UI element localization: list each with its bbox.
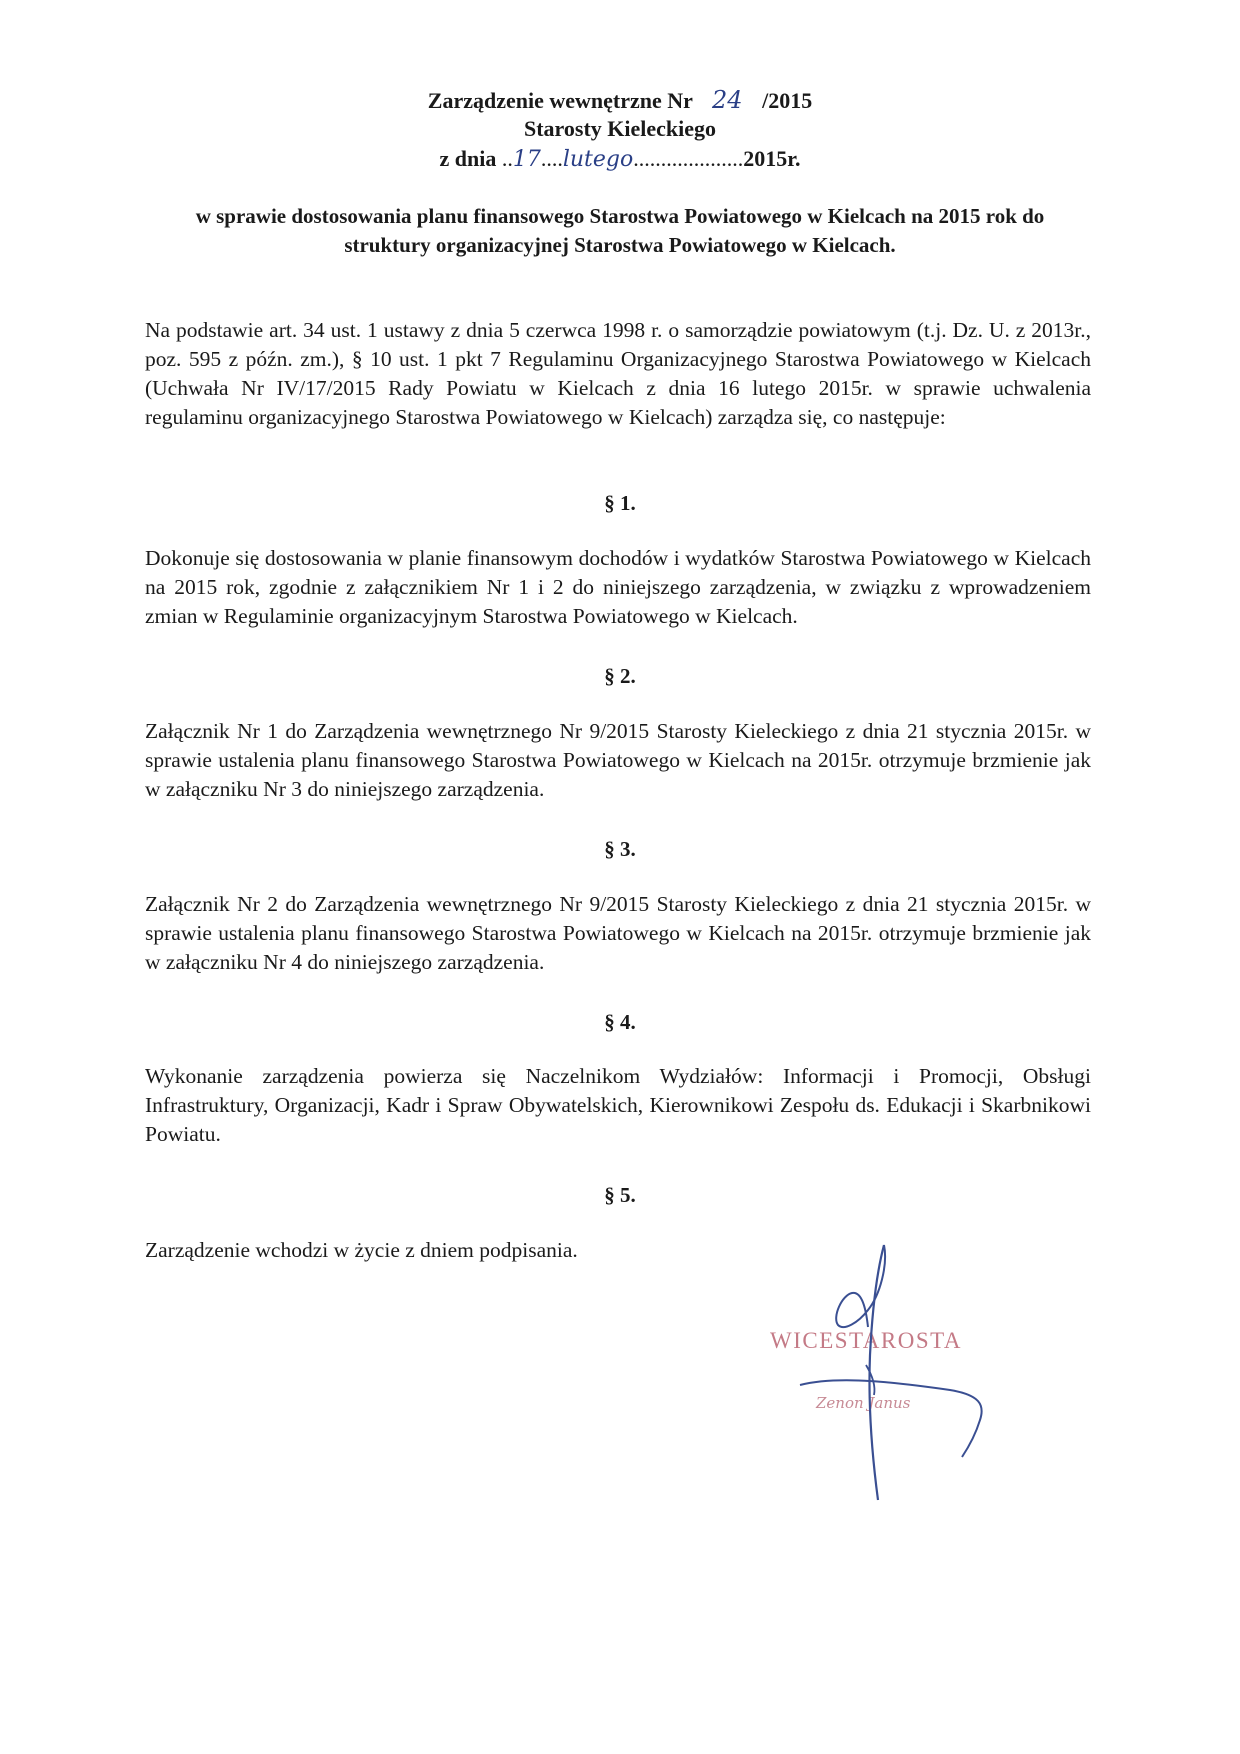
handwritten-signature — [780, 1235, 1010, 1505]
section-3-heading: § 3. — [604, 837, 636, 861]
date-dots-lead: .. — [501, 146, 513, 171]
date-prefix: z dnia — [439, 146, 497, 171]
issuer-line: Starosty Kieleckiego — [523, 116, 717, 141]
section-1-text: Dokonuje się dostosowania w planie finansowym dochodów i wydatków Starostwa Powiatowego w Kielcach na 2015 rok, zgodnie z załącznikiem Nr 1 i 2 do niniejszego zarządzenia, w związku z wprowadzeniem zmian w Regulaminie organizacyjnym Starostwa Powiatowego w Kielcach. — [145, 546, 1091, 628]
order-number-prefix: Zarządzenie wewnętrzne Nr — [427, 88, 693, 113]
date-dots-trail: .................... — [633, 146, 744, 171]
intro-paragraph: Na podstawie art. 34 ust. 1 ustawy z dnia 5 czerwca 1998 r. o samorządzie powiatowym (t.j. Dz. U. z 2013r., poz. 595 z późn. zm.), § 10 ust. 1 pkt 7 Regulaminu Organizacyjnego Starostwa Powiatowego w Kielcach (Uchwała Nr IV/17/2015 Rady Powiatu w Kielcach z dnia 16 lutego 2015r. w sprawie uchwalenia regulaminu organizacyjnego Starostwa Powiatowego w Kielcach) zarządza się, co następuje: — [145, 318, 1091, 429]
date-year: 2015r. — [743, 146, 801, 171]
handwritten-order-number: 24 — [712, 86, 743, 114]
document-title: w sprawie dostosowania planu finansowego Starostwa Powiatowego w Kielcach na 2015 rok do struktury organizacyjnej Starostwa Powiatowego w Kielcach. — [195, 204, 1045, 257]
section-1-heading: § 1. — [604, 491, 636, 515]
handwritten-month: lutego — [562, 147, 634, 172]
handwritten-day: 17 — [512, 147, 541, 172]
section-5-heading: § 5. — [604, 1183, 636, 1207]
date-line — [0, 146, 1240, 172]
order-year: /2015 — [762, 88, 813, 113]
section-3-text: Załącznik Nr 2 do Zarządzenia wewnętrznego Nr 9/2015 Starosty Kieleckiego z dnia 21 stycznia 2015r. w sprawie ustalenia planu finansowego Starostwa Powiatowego w Kielcach na 2015r. otrzymuje brzmienie jak w załączniku Nr 4 do niniejszego zarządzenia. — [145, 892, 1091, 974]
stamp-title: WICESTAROSTA — [770, 1328, 962, 1353]
section-5-text: Zarządzenie wchodzi w życie z dniem podpisania. — [145, 1238, 578, 1262]
section-2-text: Załącznik Nr 1 do Zarządzenia wewnętrznego Nr 9/2015 Starosty Kieleckiego z dnia 21 stycznia 2015r. w sprawie ustalenia planu finansowego Starostwa Powiatowego w Kielcach na 2015r. otrzymuje brzmienie jak w załączniku Nr 3 do niniejszego zarządzenia. — [145, 719, 1091, 801]
date-dots-mid: .... — [540, 146, 563, 171]
section-2-heading: § 2. — [604, 664, 636, 688]
section-4-heading: § 4. — [604, 1010, 636, 1034]
section-4-text: Wykonanie zarządzenia powierza się Naczelnikom Wydziałów: Informacji i Promocji, Obsługi Infrastruktury, Organizacji, Kadr i Spraw Obywatelskich, Kierownikowi Zespołu ds. Edukacji i Skarbnikowi Powiatu. — [145, 1064, 1091, 1146]
order-number-line — [0, 86, 1240, 114]
stamp-name: Zenon Janus — [816, 1394, 911, 1412]
